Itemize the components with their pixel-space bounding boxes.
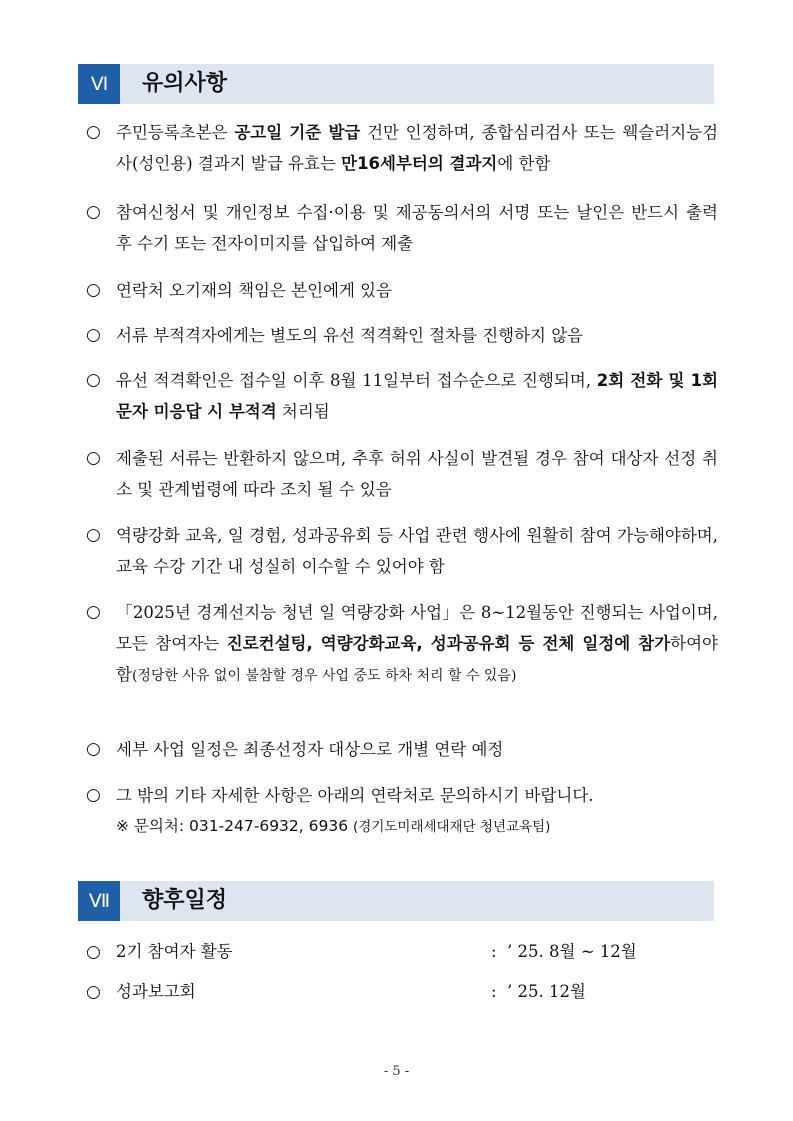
notice-item-3: ○ 연락처 오기재의 책임은 본인에게 있음 xyxy=(86,275,718,306)
schedule-label: 2기 참여자 활동 xyxy=(116,942,233,961)
bullet-circle-icon: ○ xyxy=(86,448,101,468)
schedule-period: : ’ 25. 12월 xyxy=(491,982,586,1001)
bullet-circle-icon: ○ xyxy=(86,370,101,390)
notice-item-5: ○ 유선 적격확인은 접수일 이후 8월 11일부터 접수순으로 진행되며, 2회 전화 및 1회 문자 미응답 시 부적격 처리됨 xyxy=(86,365,718,427)
bullet-circle-icon: ○ xyxy=(86,942,101,962)
bullet-circle-icon: ○ xyxy=(86,602,101,622)
section-header-schedule xyxy=(78,881,714,921)
notice-item-9: ○ 세부 사업 일정은 최종선정자 대상으로 개별 연락 예정 xyxy=(86,734,718,765)
bullet-circle-icon: ○ xyxy=(86,202,101,222)
section-header-notes xyxy=(78,64,714,104)
bullet-circle-icon: ○ xyxy=(86,739,101,759)
footnote-text: (정당한 사유 없이 불참할 경우 사업 중도 하차 처리 할 수 있음) xyxy=(131,668,517,684)
contact-info: ※ 문의처: 031-247-6932, 6936 (경기도미래세대재단 청년교육팀) xyxy=(116,817,551,835)
emphasis-text: 2회 전화 및 1회 문자 미응답 시 부적격 xyxy=(116,371,718,421)
bullet-circle-icon: ○ xyxy=(86,785,101,805)
section-title: 유의사항 xyxy=(142,71,228,96)
schedule-label: 성과보고회 xyxy=(116,982,196,1001)
page-number: - 5 - xyxy=(383,1064,410,1079)
bullet-circle-icon: ○ xyxy=(86,122,101,142)
notice-item-6: ○ 제출된 서류는 반환하지 않으며, 추후 허위 사실이 발견될 경우 참여 대상자 선정 취소 및 관계법령에 따라 조치 될 수 있음 xyxy=(86,443,718,505)
section-title: 향후일정 xyxy=(142,888,228,913)
bullet-circle-icon: ○ xyxy=(86,525,101,545)
emphasis-text: 만16세부터의 결과지 xyxy=(341,154,498,173)
bullet-circle-icon: ○ xyxy=(86,982,101,1002)
section-number: Ⅶ xyxy=(78,881,120,921)
contact-org: (경기도미래세대재단 청년교육팀) xyxy=(353,819,551,835)
section-number: Ⅵ xyxy=(78,64,120,104)
notice-item-4: ○ 서류 부적격자에게는 별도의 유선 적격확인 절차를 진행하지 않음 xyxy=(86,320,718,351)
emphasis-text: 진로컨설팅, 역량강화교육, 성과공유회 등 전체 일정에 참가 xyxy=(226,634,671,653)
notice-item-2: ○ 참여신청서 및 개인정보 수집·이용 및 제공동의서의 서명 또는 날인은 반드시 출력 후 수기 또는 전자이미지를 삽입하여 제출 xyxy=(86,197,718,259)
notice-item-1: ○ 주민등록초본은 공고일 기준 발급 건만 인정하며, 종합심리검사 또는 웩슬러지능검사(성인용) 결과지 발급 유효는 만16세부터의 결과지에 한함 xyxy=(86,117,718,179)
notice-item-8: ○ 「2025년 경계선지능 청년 일 역량강화 사업」은 8~12월동안 진행되는 사업이며, 모든 참여자는 진로컨설팅, 역량강화교육, 성과공유회 등 전체 일정에 참가하여야 함(정당한 사유 없이 불참할 경우 사업 중도 하차 처리 할 수 있음) xyxy=(86,597,718,692)
notice-item-7: ○ 역량강화 교육, 일 경험, 성과공유회 등 사업 관련 행사에 원활히 참여 가능해야하며, 교육 수강 기간 내 성실히 이수할 수 있어야 함 xyxy=(86,520,718,582)
emphasis-text: 공고일 기준 발급 xyxy=(234,123,361,142)
schedule-period: : ’ 25. 8월 ~ 12월 xyxy=(491,942,637,961)
notice-item-10: ○ 그 밖의 기타 자세한 사항은 아래의 연락처로 문의하시기 바랍니다. xyxy=(86,780,718,811)
bullet-circle-icon: ○ xyxy=(86,325,101,345)
bullet-circle-icon: ○ xyxy=(86,280,101,300)
